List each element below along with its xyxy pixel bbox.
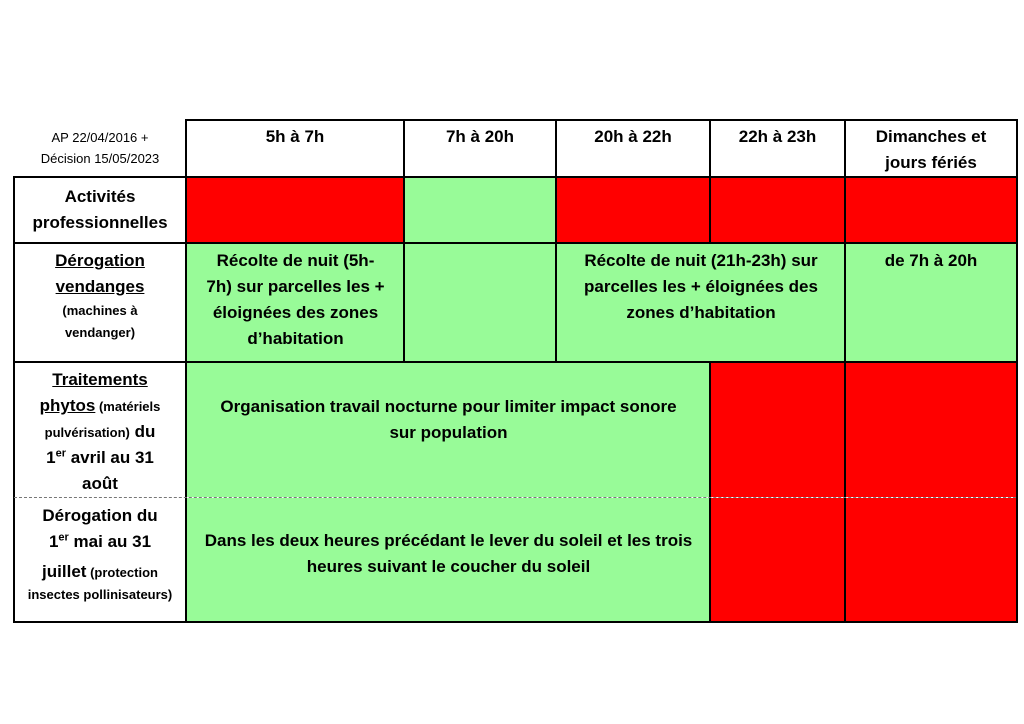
row-label-title: vendanges — [55, 277, 145, 296]
grid-line — [844, 119, 846, 623]
grid-line — [185, 119, 187, 623]
row-label-text: août — [82, 474, 118, 493]
row-label-text: Activités professionnelles — [32, 186, 168, 232]
regulation-reference-line1: AP 22/04/2016 + — [51, 129, 149, 145]
activites-22h-23h-cell — [711, 177, 845, 242]
row-label-text: Dérogation du — [42, 506, 158, 525]
row-label-note: (machines à vendanger) — [62, 303, 138, 340]
row-label-note: (protection insectes pollinisateurs) — [27, 565, 173, 602]
row-label-activites — [14, 177, 186, 242]
phytos-dimanches-cell — [846, 362, 1016, 497]
grid-line — [13, 361, 1018, 363]
row-label-text: du — [129, 422, 156, 441]
activites-dimanches-cell — [846, 177, 1016, 242]
vendanges-morning-text: Récolte de nuit (5h-7h) sur parcelles les + éloignées des zones d’habitation — [206, 251, 385, 348]
vendanges-morning-cell — [187, 243, 404, 361]
activites-5h-7h-cell — [187, 177, 404, 242]
row-label-superscript: er — [55, 447, 66, 460]
regulation-reference-line2: Décision 15/05/2023 — [40, 150, 160, 166]
row-label-title: Dérogation — [55, 251, 145, 270]
phytos-night-cell — [187, 362, 710, 497]
column-header-label: 22h à 23h — [738, 127, 817, 146]
column-header-5h-7h — [186, 120, 404, 176]
column-header-22h-23h — [710, 120, 845, 176]
grid-line — [403, 119, 405, 362]
phytos-22h-23h-cell — [711, 362, 845, 497]
column-header-label: 20h à 22h — [594, 127, 672, 146]
vendanges-sunday-cell — [846, 243, 1016, 361]
column-header-label: 5h à 7h — [265, 127, 325, 146]
column-header-label: 7h à 20h — [445, 127, 515, 146]
vendanges-evening-cell — [557, 243, 845, 361]
column-header-7h-20h — [404, 120, 556, 176]
row-label-vendanges — [14, 248, 186, 361]
activites-20h-22h-cell — [557, 177, 710, 242]
grid-line — [185, 119, 1017, 121]
column-header-dimanches — [845, 120, 1017, 176]
phytos-night-text: Organisation travail nocturne pour limiter impact sonore sur population — [220, 397, 677, 442]
row-label-text: 1 — [48, 532, 59, 551]
grid-line — [709, 361, 711, 623]
row-label-title: Traitements — [52, 370, 148, 389]
pollinisateurs-text: Dans les deux heures précédant le lever du soleil et les trois heures suivant le coucher du soleil — [204, 531, 693, 576]
grid-line — [1016, 119, 1018, 623]
grid-line — [13, 242, 1018, 244]
pollinisateurs-dimanches-cell — [846, 498, 1016, 622]
row-label-superscript: er — [58, 531, 69, 544]
row-label-note: pulvérisation) — [44, 425, 130, 440]
column-header-20h-22h — [556, 120, 710, 176]
grid-line — [709, 119, 711, 243]
row-label-text: juillet — [42, 562, 87, 581]
vendanges-7h-20h-cell — [405, 243, 556, 361]
row-label-text: avril au 31 — [65, 448, 154, 467]
pollinisateurs-22h-23h-cell — [711, 498, 845, 622]
column-header-label: Dimanches et jours fériés — [875, 127, 987, 172]
row-label-phytos — [14, 367, 186, 497]
pollinisateurs-cell — [187, 498, 710, 622]
vendanges-sunday-text: de 7h à 20h — [884, 251, 978, 270]
vendanges-evening-text: Récolte de nuit (21h-23h) sur parcelles les + éloignées des zones d’habitation — [584, 251, 818, 322]
row-label-text: mai au 31 — [68, 532, 152, 551]
regulation-reference — [14, 119, 186, 176]
row-label-text: 1 — [46, 448, 56, 467]
row-label-title: phytos — [39, 396, 96, 415]
grid-line — [555, 119, 557, 362]
grid-dashed-line — [14, 497, 1016, 498]
row-label-note: (matériels — [95, 399, 161, 414]
activites-7h-20h-cell — [405, 177, 556, 242]
grid-line — [13, 621, 1018, 623]
row-label-pollinisateurs — [14, 503, 186, 621]
grid-line — [13, 176, 1018, 178]
